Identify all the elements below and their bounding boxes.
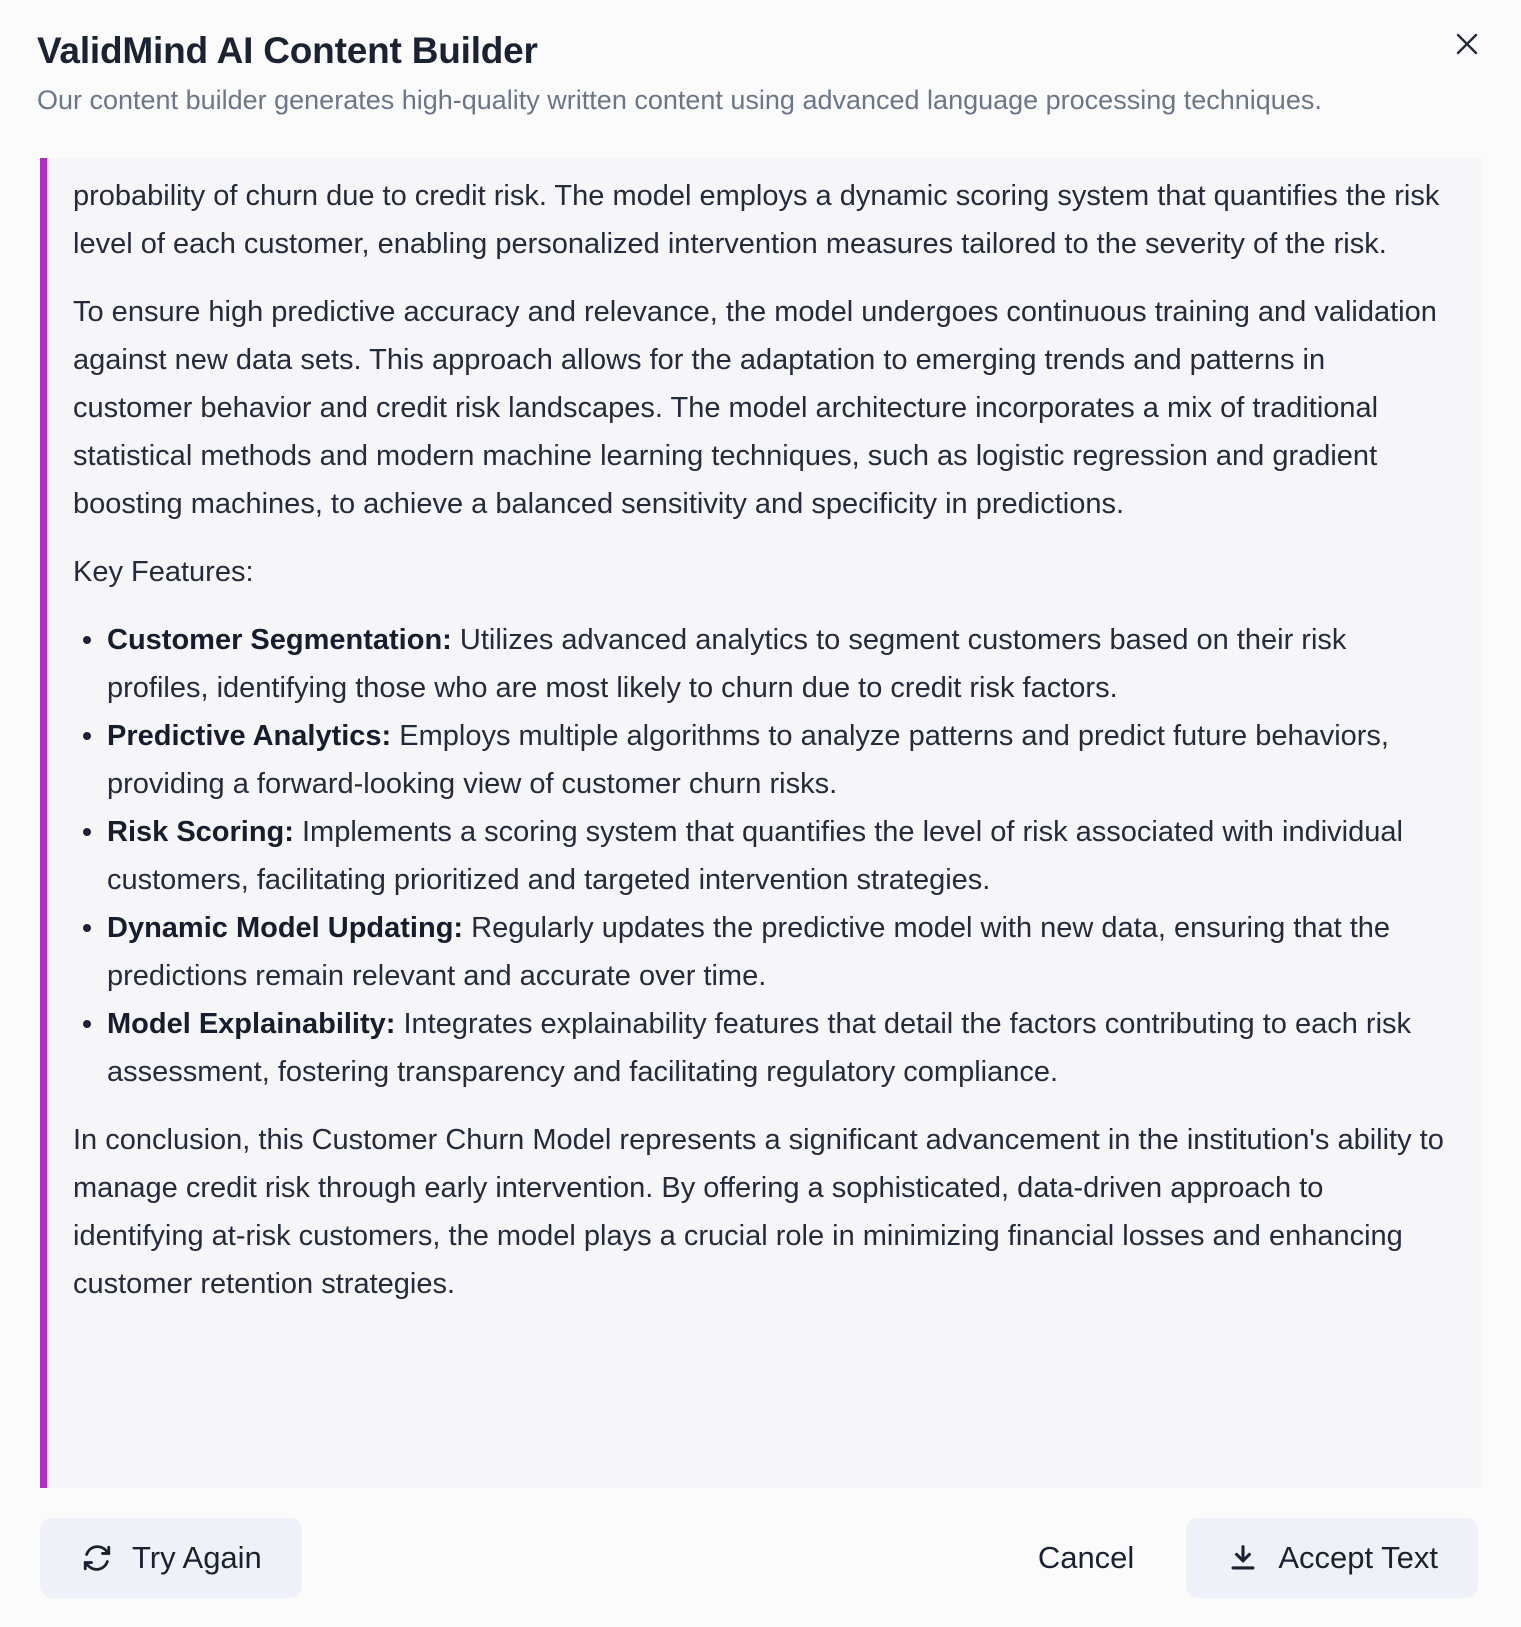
cancel-label: Cancel [1037, 1540, 1135, 1575]
content-paragraph: To ensure high predictive accuracy and relevance, the model undergoes continuous training and validation against new data sets. This approach allows for the adaptation to emerging trends and patterns in customer behavior and credit risk landscapes. The model architecture incorporates a mix of traditional statistical methods and modern machine learning techniques, such as logistic regression and gradient boosting machines, to achieve a balanced sensitivity and specificity in predictions. [73, 296, 1437, 520]
modal-header [0, 0, 1521, 118]
generated-content-panel[interactable] [40, 158, 1482, 1488]
feature-item [73, 904, 1450, 1000]
cancel-button[interactable] [1038, 1518, 1135, 1598]
accept-text-label: Accept Text [1278, 1540, 1438, 1575]
refresh-icon [80, 1541, 114, 1575]
feature-text: Employs multiple algorithms to analyze patterns and predict future behaviors, providing a forward-looking view of customer churn risks. [107, 720, 1389, 800]
feature-label: Dynamic Model Updating: [107, 912, 472, 944]
content-paragraph: probability of churn due to credit risk. The model employs a dynamic scoring system that quantifies the risk level of each customer, enabling personalized intervention measures tailored to the severity of the risk. [73, 180, 1440, 260]
modal-title: ValidMind AI Content Builder [37, 30, 538, 71]
feature-item [73, 808, 1450, 904]
close-icon [1452, 29, 1482, 59]
feature-list [73, 616, 1450, 1096]
try-again-label: Try Again [132, 1540, 262, 1575]
feature-text: Integrates explainability features that detail the factors contributing to each risk assessment, fostering transparency and facilitating regulatory compliance. [107, 1008, 1412, 1088]
close-button[interactable] [1447, 24, 1487, 64]
feature-label: Customer Segmentation: [107, 624, 460, 656]
feature-label: Model Explainability: [107, 1008, 404, 1040]
feature-text: Utilizes advanced analytics to segment customers based on their risk profiles, identifying those who are most likely to churn due to credit risk factors. [107, 624, 1347, 704]
feature-item [73, 712, 1450, 808]
try-again-button[interactable] [40, 1518, 302, 1598]
feature-item [73, 616, 1450, 712]
feature-item [73, 1000, 1450, 1096]
feature-text: Regularly updates the predictive model with new data, ensuring that the predictions remain relevant and accurate over time. [107, 912, 1391, 992]
feature-text: Implements a scoring system that quantifies the level of risk associated with individual customers, facilitating prioritized and targeted intervention strategies. [107, 816, 1403, 896]
conclusion-paragraph: In conclusion, this Customer Churn Model represents a significant advancement in the institution's ability to manage credit risk through early intervention. By offering a sophisticated, data-driven approach to identifying at-risk customers, the model plays a crucial role in minimizing financial losses and enhancing customer retention strategies. [73, 1124, 1444, 1300]
modal-subtitle: Our content builder generates high-quality written content using advanced language processing techniques. [37, 85, 1322, 115]
modal-footer [0, 1518, 1521, 1598]
download-icon [1226, 1541, 1260, 1575]
features-heading: Key Features: [73, 556, 254, 588]
feature-label: Risk Scoring: [107, 816, 302, 848]
feature-label: Predictive Analytics: [107, 720, 400, 752]
accept-text-button[interactable] [1186, 1518, 1478, 1598]
